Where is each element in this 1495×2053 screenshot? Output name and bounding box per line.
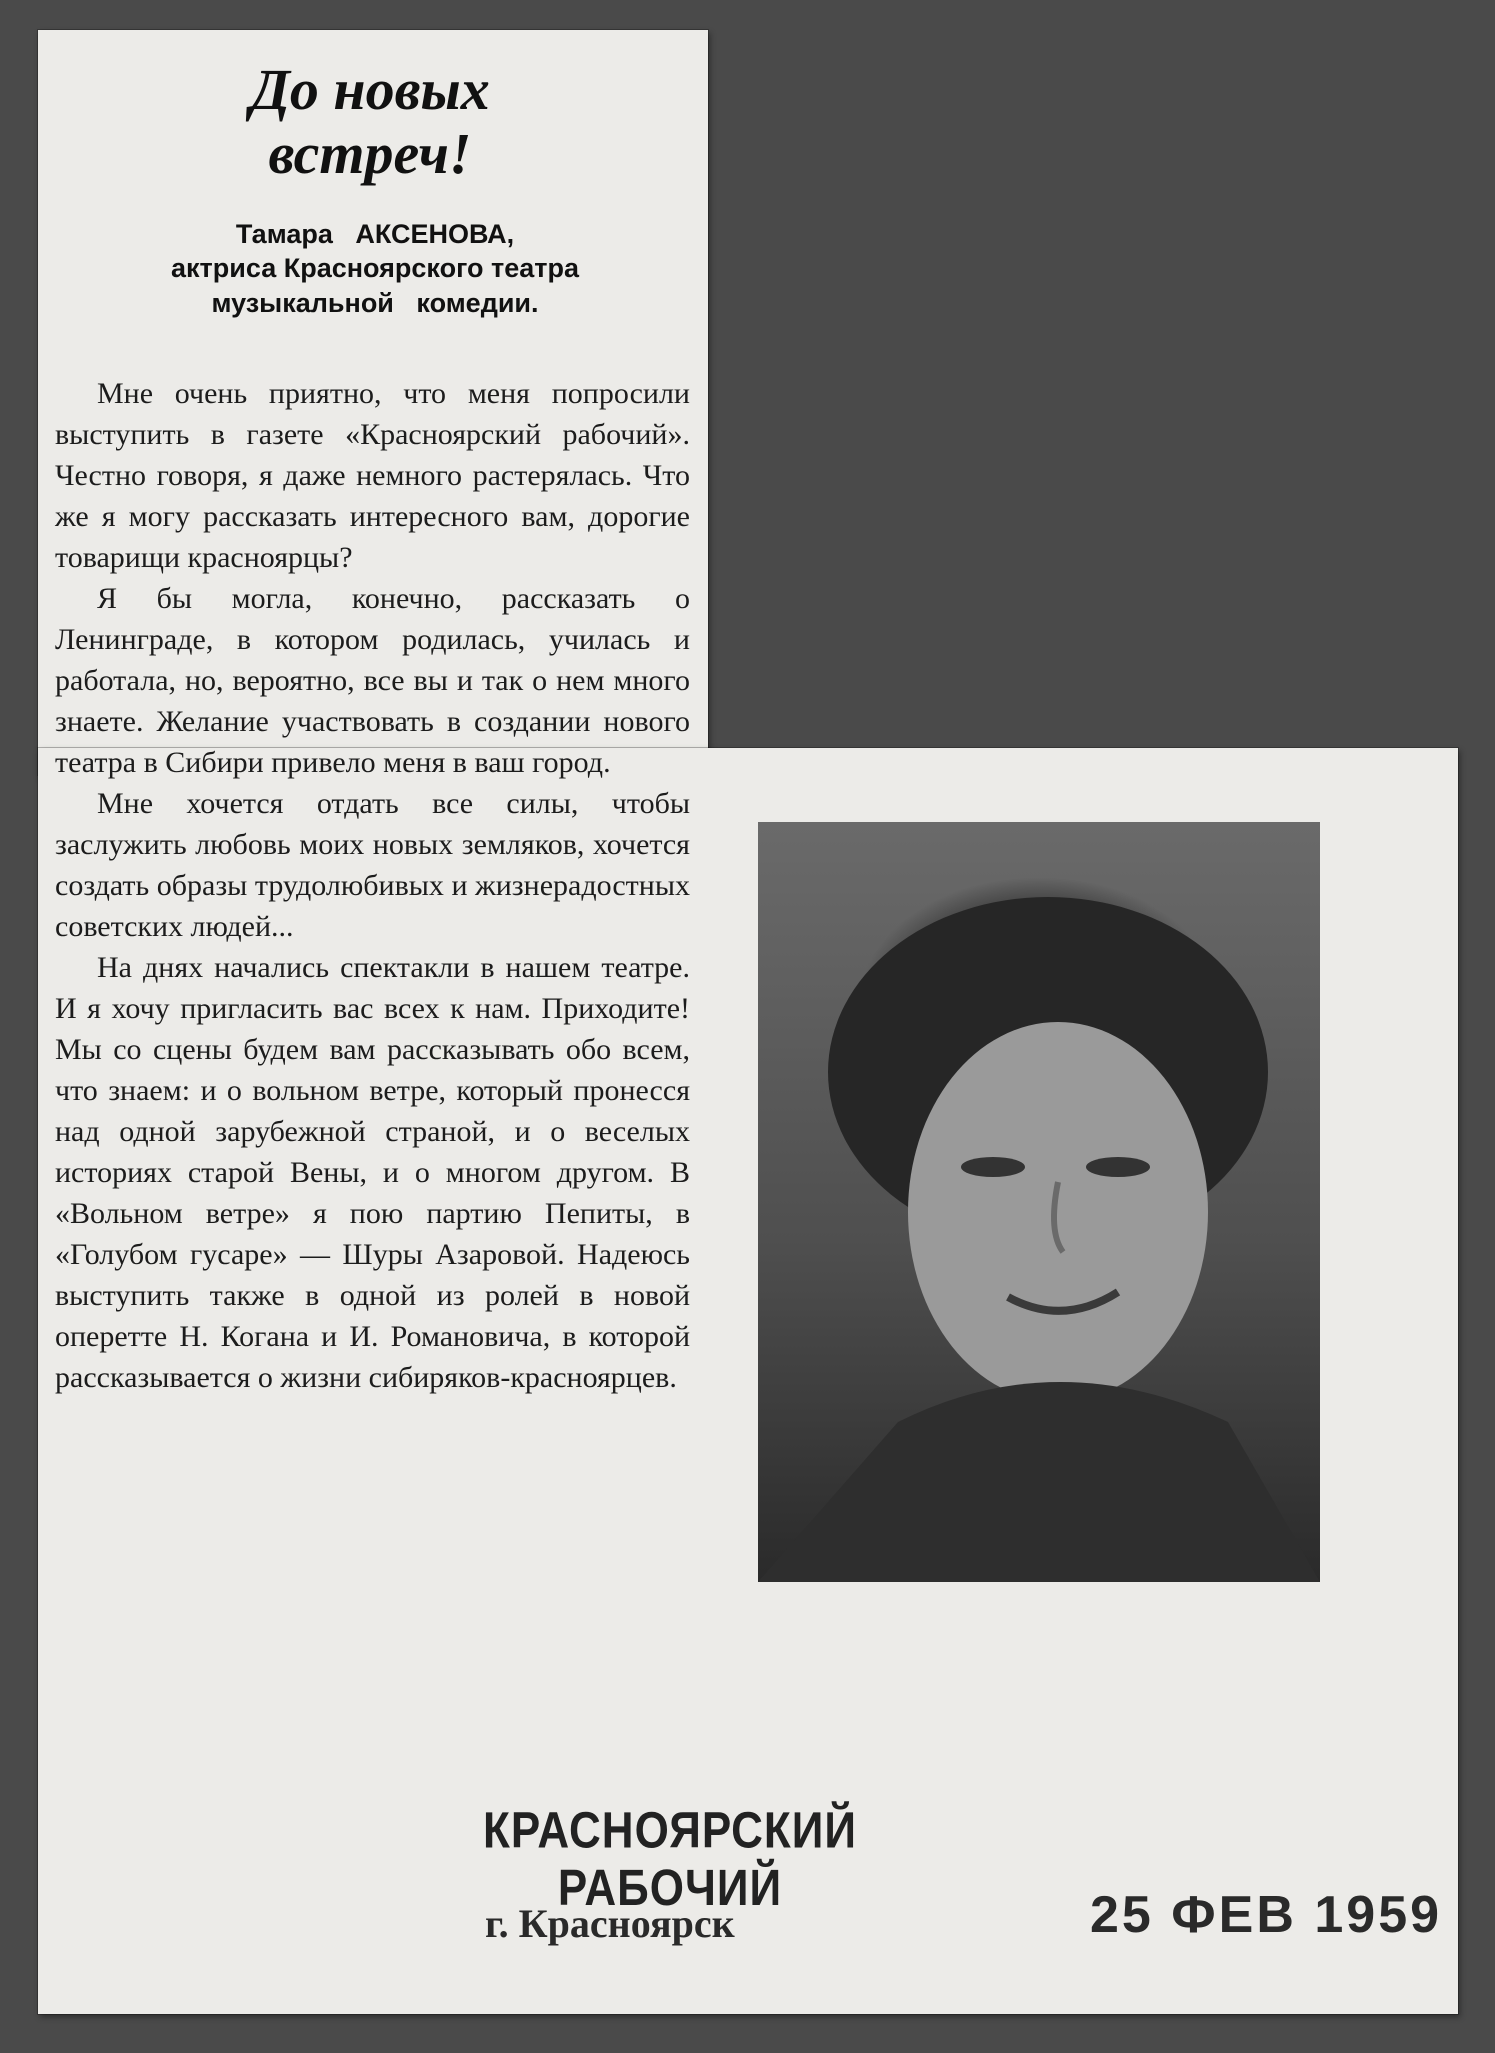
city-stamp: г. Красноярск: [485, 1901, 735, 1946]
article-paragraph: Мне очень приятно, что меня попросили выступить в газете «Красноярский рабочий». Честно говоря, я даже немного растерялась. Что же я могу рассказать интересного вам, дорогие товарищи красноярцы?: [55, 377, 690, 574]
portrait-illustration: [758, 822, 1320, 1582]
article-paragraph: На днях начались спектакли в нашем театре. И я хочу пригласить вас всех к нам. Приходите! Мы со сцены будем вам рассказывать обо всем, что знаем: и о вольном ветре, который пронесся над одной зарубежной страной, и о веселых историях старой Вены, и о многом другом. В «Вольном ветре» я пою партию Пепиты, в «Голубом гусаре» — Шуры Азаровой. Надеюсь выступить также в одной из ролей в новой оперетте Н. Когана и И. Романовича, в которой рассказывается о жизни сибиряков-красноярцев.: [55, 951, 690, 1394]
date-stamp: 25 ФЕВ 1959: [1090, 1886, 1443, 1944]
actress-portrait-photo: [758, 822, 1320, 1582]
headline-line-2: встреч!: [268, 120, 472, 186]
article-headline: [110, 58, 630, 186]
portrait-eye-right: [1086, 1157, 1150, 1177]
article-paragraph: Мне хочется отдать все силы, чтобы заслужить любовь моих новых земляков, хочется создать образы трудолюбивых и жизнерадостных советских людей...: [55, 787, 690, 943]
portrait-shoulders: [758, 1382, 1320, 1582]
article-byline: [75, 217, 675, 320]
headline-line-1: До новых: [250, 57, 490, 122]
portrait-face: [908, 1022, 1208, 1402]
article-paragraph: Я бы могла, конечно, рассказать о Ленинграде, в котором родилась, училась и работала, но, вероятно, все вы и так о нем много знаете. Желание участвовать в создании нового театра в Сибири привело меня в ваш город.: [55, 582, 690, 779]
byline-theatre: музыкальной комедии.: [211, 287, 539, 318]
article-body: [55, 373, 690, 1398]
byline-role: актриса Красноярского театра: [171, 253, 579, 284]
newspaper-name-stamp: КРАСНОЯРСКИЙ РАБОЧИЙ: [483, 1802, 857, 1917]
portrait-eye-left: [961, 1157, 1025, 1177]
byline-author: Тамара АКСЕНОВА,: [235, 219, 515, 249]
